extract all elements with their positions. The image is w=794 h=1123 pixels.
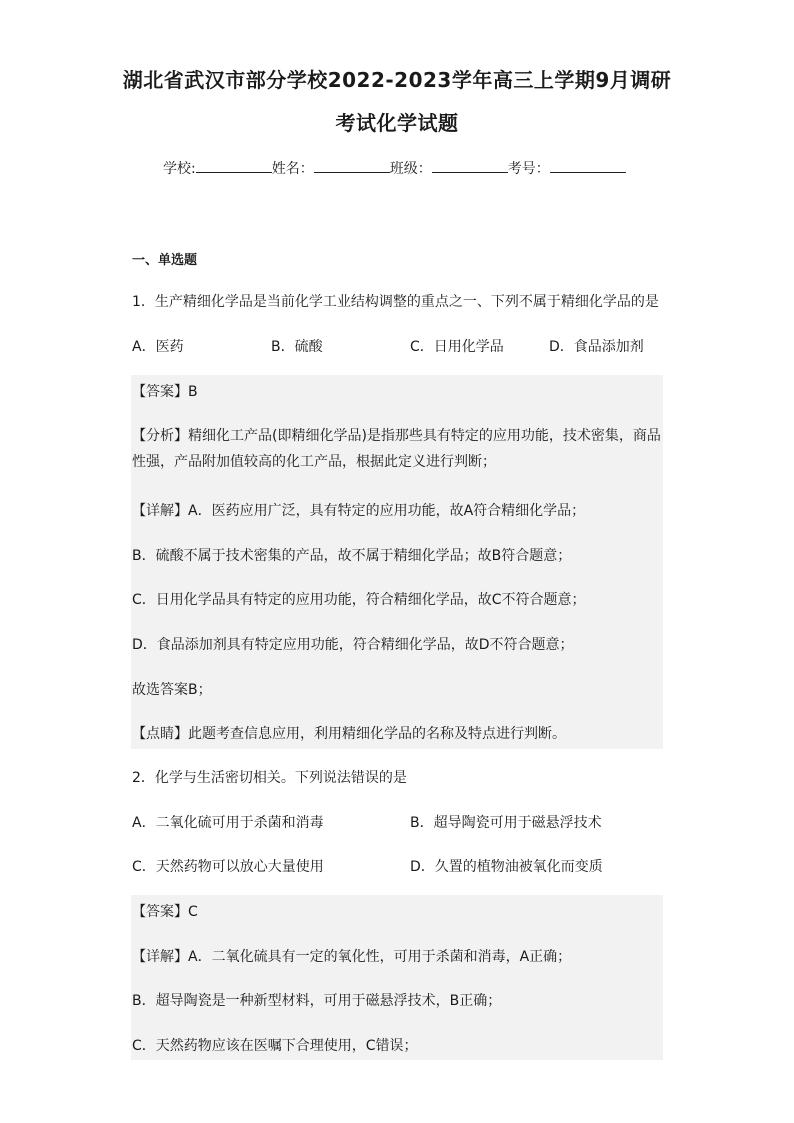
q1-detail-c: C．日用化学品具有特定的应用功能，符合精细化学品，故C不符合题意；: [132, 592, 586, 608]
q1-conclusion: 故选答案B；: [132, 682, 212, 698]
q1-analysis: 【分析】精细化工产品(即精细化学品)是指那些具有特定的应用功能，技术密集，商品性强，产品附加值较高的化工产品，根据此定义进行判断；: [132, 428, 661, 470]
q1-stem: 1．生产精细化学品是当前化学工业结构调整的重点之一、下列不属于精细化学品的是: [132, 294, 659, 310]
q2-detail-a: 【详解】A．二氧化硫具有一定的氧化性，可用于杀菌和消毒，A正确；: [132, 949, 572, 965]
q2-answer-box: [131, 895, 663, 1060]
q1-option-a: A．医药: [132, 339, 184, 355]
q1-answer: 【答案】B: [132, 384, 198, 400]
q1-option-d: D．食品添加剂: [549, 339, 644, 355]
q1-detail-a: 【详解】A．医药应用广泛，具有特定的应用功能，故A符合精细化学品；: [132, 503, 586, 519]
student-info-row: [163, 158, 626, 179]
q2-option-d: D．久置的植物油被氧化而变质: [410, 859, 603, 875]
q2-option-a: A．二氧化硫可用于杀菌和消毒: [132, 815, 324, 831]
name-label: 姓名：: [271, 161, 314, 177]
q1-comment: 【点睛】此题考查信息应用，利用精细化学品的名称及特点进行判断。: [132, 726, 566, 742]
exam-number-label: 考号：: [507, 161, 550, 177]
q1-detail-b: B．硫酸不属于技术密集的产品，故不属于精细化学品；故B符合题意；: [132, 548, 572, 564]
q2-option-b: B．超导陶瓷可用于磁悬浮技术: [410, 815, 602, 831]
name-blank: [314, 158, 390, 173]
page-title-line1: 湖北省武汉市部分学校2022-2023学年高三上学期9月调研: [122, 68, 672, 92]
class-blank: [432, 158, 508, 173]
q1-option-c: C．日用化学品: [410, 339, 504, 355]
school-label: 学校:: [163, 161, 196, 177]
class-label: 班级：: [389, 161, 432, 177]
q2-stem: 2．化学与生活密切相关。下列说法错误的是: [132, 770, 407, 786]
q2-answer: 【答案】C: [132, 904, 198, 920]
page-title-line2: 考试化学试题: [335, 111, 459, 135]
q2-option-c: C．天然药物可以放心大量使用: [132, 859, 324, 875]
q2-detail-b: B．超导陶瓷是一种新型材料，可用于磁悬浮技术，B正确；: [132, 993, 502, 1009]
q2-detail-c: C．天然药物应该在医嘱下合理使用，C错误；: [132, 1038, 418, 1054]
section-heading: 一、单选题: [132, 253, 198, 268]
exam-number-blank: [550, 158, 626, 173]
q1-option-b: B．硫酸: [271, 339, 323, 355]
q1-answer-box: [131, 375, 663, 749]
school-blank: [196, 158, 272, 173]
q1-detail-d: D．食品添加剂具有特定应用功能，符合精细化学品，故D不符合题意；: [132, 637, 574, 653]
